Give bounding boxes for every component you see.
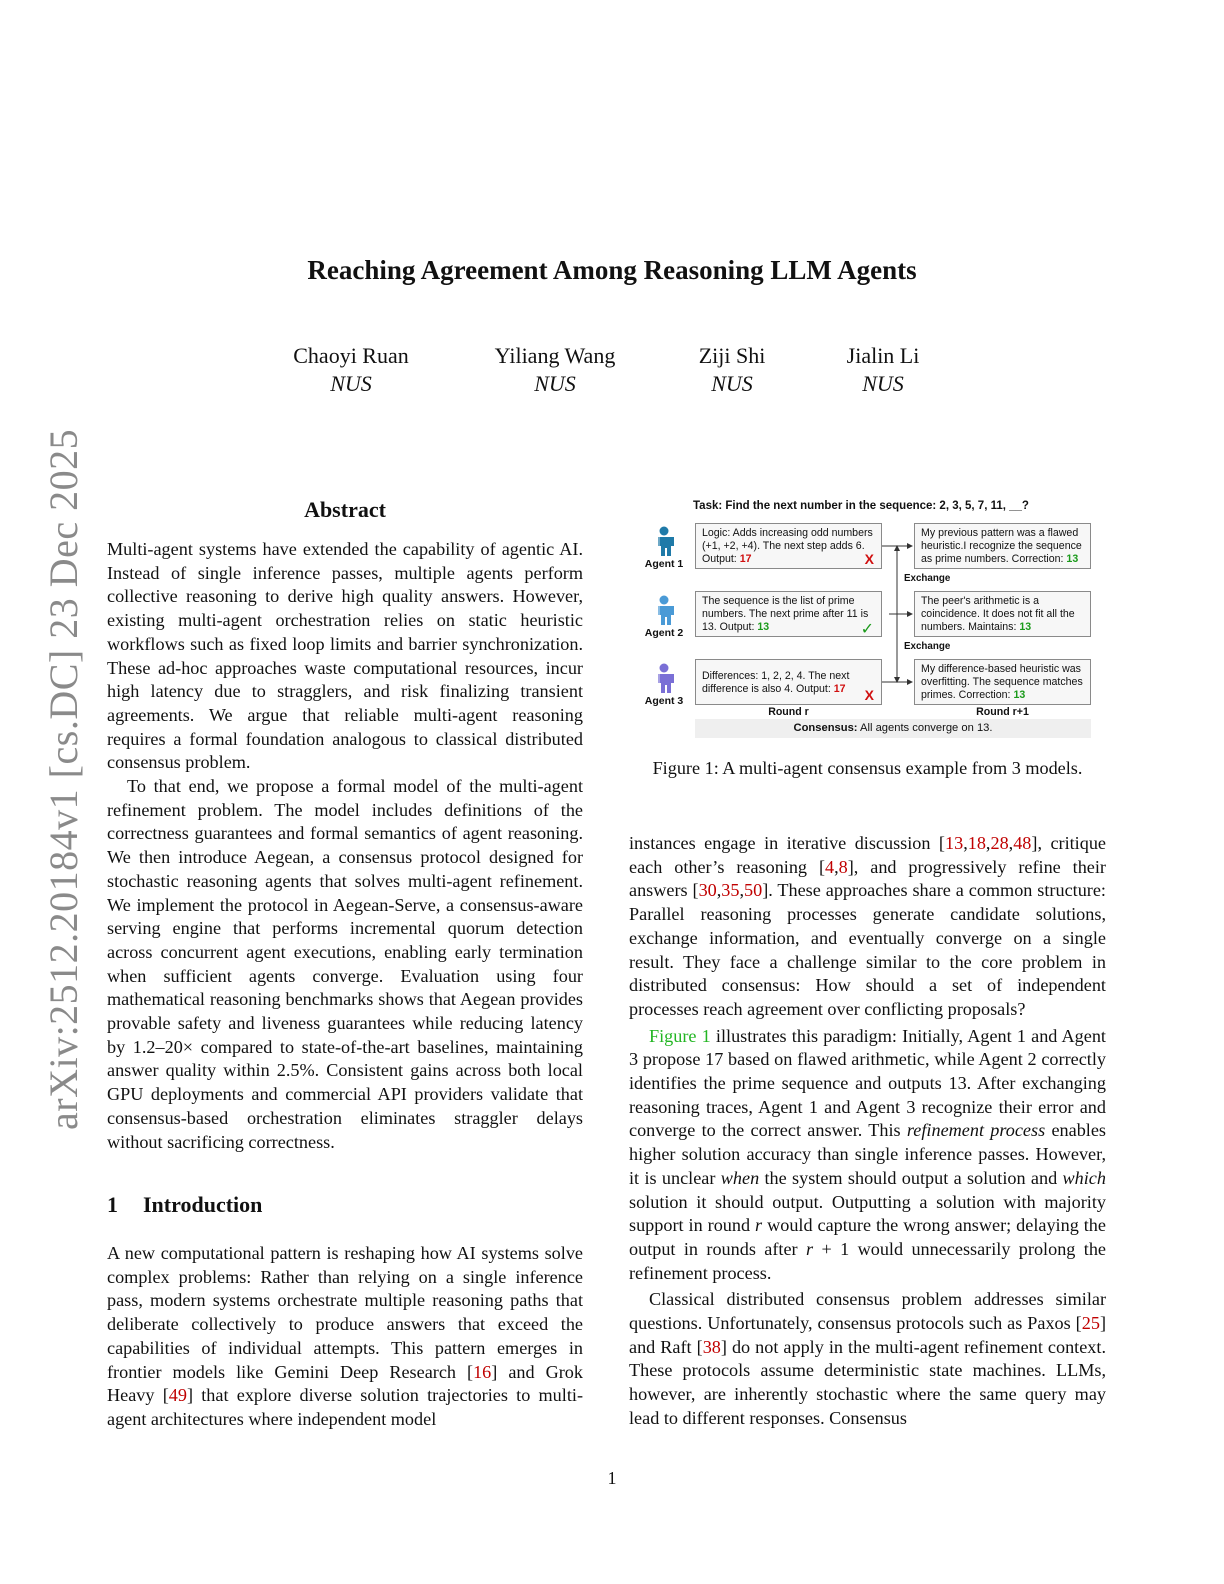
figure-task: Task: Find the next number in the sequence: 2, 3, 5, 7, 11, __?: [693, 500, 1029, 512]
citation-link[interactable]: 50: [744, 880, 763, 901]
consensus-banner: Consensus: All agents converge on 13.: [695, 719, 1091, 738]
intro-paragraph-1-continued: instances engage in iterative discussion [13,18,28,48], critique each other’s reasoning [4,8], and progressively refine their answers [30,35,50]. These approaches share a common structure: Parallel reasoning processes generate candidate solutions, exchange information, and eventually converge on a single result. They face a challenge similar to the core problem in distributed consensus: How should a set of independent processes reach agreement over conflicting proposals?: [629, 833, 1106, 1019]
author-name: Chaoyi Ruan: [293, 343, 409, 368]
figure-reference-link[interactable]: Figure 1: [649, 1025, 711, 1046]
citation-link[interactable]: 38: [702, 1336, 721, 1357]
agent-3-label: Agent 3: [634, 663, 694, 707]
agent-3-round-r1-box: My difference-based heuristic was overfitting. The sequence matches primes. Correction: 13: [914, 659, 1091, 705]
author-affiliation: NUS: [862, 371, 904, 396]
intro-column-right: [629, 832, 1106, 1431]
author-3: [672, 342, 792, 398]
round-r1-label: Round r+1: [976, 706, 1029, 718]
citation-link[interactable]: 25: [1081, 1313, 1100, 1334]
wrong-mark-icon: X: [864, 551, 874, 567]
agent-2-round-r-box: The sequence is the list of prime numbers. The next prime after 11 is 13. Output: 13 ✓: [695, 591, 882, 637]
author-1: [270, 342, 432, 398]
abstract-paragraph-1: Multi-agent systems have extended the capability of agentic AI. Instead of single inference passes, multiple agents perform collective reasoning to derive high quality answers. However, existing multi-agent orchestration relies on static heuristic workflows such as fixed loop limits and barrier synchronization. These ad-hoc approaches waste computational resources, incur high latency due to stragglers, and risk finalizing transient agreements. We argue that reliable multi-agent reasoning requires a formal foundation analogous to classical distributed consensus problem.: [107, 539, 583, 773]
emphasis: which: [1062, 1167, 1106, 1188]
person-icon: [651, 663, 677, 693]
citation-link[interactable]: 28: [990, 833, 1009, 853]
author-name: Yiliang Wang: [494, 343, 616, 368]
citation-link[interactable]: 13: [945, 833, 964, 853]
round-r-label: Round r: [768, 706, 809, 718]
person-icon: [651, 526, 677, 556]
figure-caption: Figure 1: A multi-agent consensus example from 3 models.: [652, 758, 1083, 778]
agent-1-round-r-box: Logic: Adds increasing odd numbers (+1, +2, +4). The next step adds 6. Output: 17 X: [695, 523, 882, 569]
citation-link[interactable]: 35: [721, 880, 740, 901]
wrong-mark-icon: X: [864, 687, 874, 703]
page-number: 1: [607, 1468, 617, 1488]
check-mark-icon: ✓: [860, 621, 874, 638]
person-icon: [651, 595, 677, 625]
author-4: [823, 342, 943, 398]
citation-link[interactable]: 49: [168, 1385, 187, 1406]
arxiv-identifier: arXiv:2512.20184v1 [cs.DC] 23 Dec 2025: [41, 428, 86, 1130]
agent-1-label: Agent 1: [634, 526, 694, 570]
citation-link[interactable]: 4: [825, 856, 835, 877]
intro-paragraph-3: Classical distributed consensus problem addresses similar questions. Unfortunately, consensus protocols such as Paxos [25] and Raft [38] do not apply in the multi-agent refinement context. These protocols assume deterministic state machines. LLMs, however, are inherently stochastic where the same query may lead to different responses. Consensus: [629, 1289, 1106, 1428]
agent-3-round-r-box: Differences: 1, 2, 2, 4. The next difference is also 4. Output: 17 X: [695, 659, 882, 705]
emphasis: refinement process: [906, 1120, 1046, 1141]
author-name: Ziji Shi: [698, 343, 766, 368]
intro-paragraph-2: Figure 1 illustrates this paradigm: Initially, Agent 1 and Agent 3 propose 17 based on flawed arithmetic, while Agent 2 correctly identifies the prime sequence and outputs 13. After exchanging reasoning traces, Agent 1 and Agent 3 recognize their error and converge to the correct answer. This refinement process enables higher solution accuracy than single inference passes. However, it is unclear when the system should output a solution and which solution it should output. Outputting a solution with majority support in round r would capture the wrong answer; delaying the output in rounds after r + 1 would unnecessarily prolong the refinement process.: [629, 1025, 1106, 1283]
section-title: Introduction: [143, 1192, 263, 1217]
citation-link[interactable]: 30: [698, 880, 717, 901]
intro-paragraph-1-start: A new computational pattern is reshaping how AI systems solve complex problems: Rather than relying on a single inference pass, modern systems orchestrate multiple reasoning paths that deliberate collectively to produce answers that exceed the capabilities of individual attempts. This pattern emerges in frontier models like Gemini Deep Research [16] and Grok Heavy [49] that explore diverse solution trajectories to multi-agent architectures where independent model: [107, 1243, 583, 1429]
citation-link[interactable]: 18: [967, 833, 986, 853]
author-2: [475, 342, 635, 398]
math-variable: r: [806, 1238, 814, 1259]
section-number: 1: [107, 1192, 118, 1217]
author-affiliation: NUS: [711, 371, 753, 396]
agent-1-round-r1-box: My previous pattern was a flawed heuristic.I recognize the sequence as prime numbers. Correction: 13: [914, 523, 1091, 569]
citation-link[interactable]: 16: [473, 1361, 492, 1382]
author-affiliation: NUS: [330, 371, 372, 396]
abstract-heading: Abstract: [304, 497, 386, 522]
paper-title: Reaching Agreement Among Reasoning LLM Agents: [307, 255, 917, 285]
citation-link[interactable]: 48: [1013, 833, 1032, 853]
abstract-paragraph-2: To that end, we propose a formal model of the multi-agent refinement problem. The model includes definitions of the correctness guarantees and formal semantics of agent reasoning. We then introduce Aegean, a consensus protocol designed for stochastic reasoning agents that solves multi-agent refinement. We implement the protocol in Aegean-Serve, a consensus-aware serving engine that performs incremental quorum detection across concurrent agent executions, enabling early termination when sufficient agents converge. Evaluation using four mathematical reasoning benchmarks shows that Aegean provides provable safety and liveness guarantees while reducing latency by 1.2–20× compared to state-of-the-art baselines, maintaining answer quality within 2.5%. Consistent gains across both local GPU deployments and commercial API providers validate that consensus-based orchestration eliminates straggler delays without sacrificing correctness.: [107, 776, 583, 1152]
author-name: Jialin Li: [846, 343, 920, 368]
abstract-body: [107, 538, 583, 1154]
agent-2-round-r1-box: The peer's arithmetic is a coincidence. It does not fit all the numbers. Maintains: 13: [914, 591, 1091, 637]
intro-column-left: [107, 1242, 583, 1432]
author-affiliation: NUS: [534, 371, 576, 396]
exchange-label: Exchange: [904, 573, 951, 584]
section-heading-introduction: [107, 1192, 262, 1218]
figure-1: [640, 496, 1100, 746]
math-variable: r: [755, 1215, 763, 1236]
exchange-label: Exchange: [904, 641, 951, 652]
agent-2-label: Agent 2: [634, 595, 694, 639]
emphasis: when: [720, 1167, 760, 1188]
citation-link[interactable]: 8: [838, 856, 848, 877]
